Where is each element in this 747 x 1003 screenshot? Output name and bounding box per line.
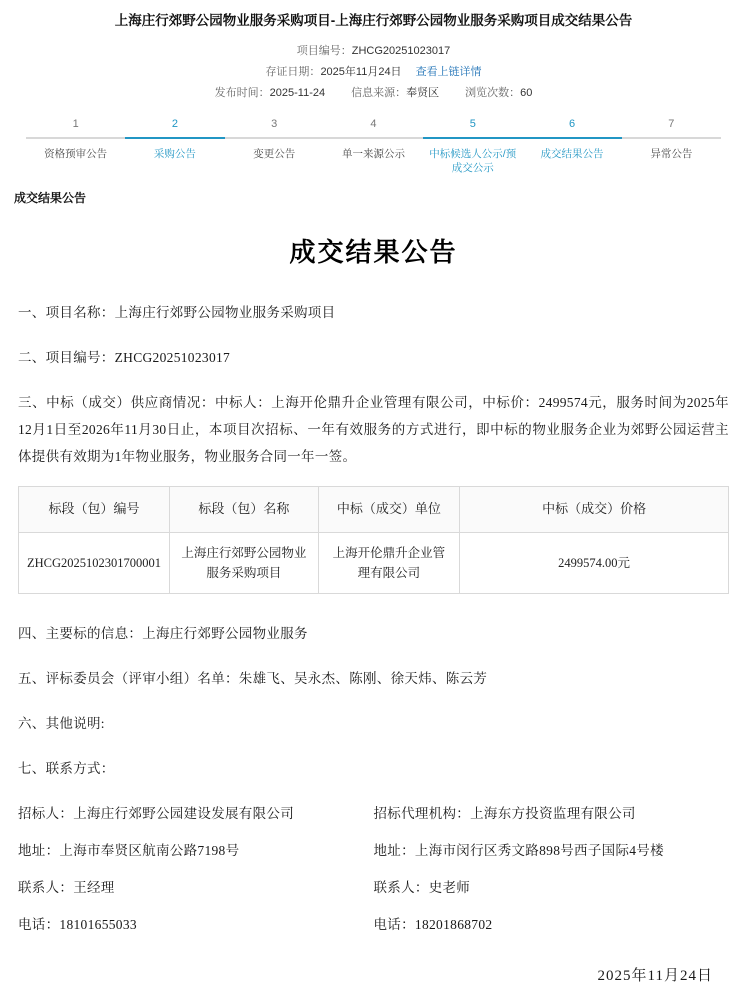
contact-block [18,800,729,948]
paragraph-contact-heading: 七、联系方式： [18,760,115,776]
step-label: 资格预审公告 [44,147,108,160]
table-row [19,532,729,593]
announcement-stepper [26,118,721,175]
agency-address: 地址：上海市闵行区秀文路898号西子国际4号楼 [373,842,664,858]
page-title: 上海庄行郊野公园物业服务采购项目-上海庄行郊野公园物业服务采购项目成交结果公告 [114,13,633,28]
stepper-step-4[interactable] [324,118,423,161]
stepper-step-2[interactable] [125,118,224,161]
step-bar [125,137,224,139]
step-number: 7 [668,117,675,130]
views-value: 60 [520,86,533,99]
tenderer-contact-person: 联系人：王经理 [18,879,115,895]
stepper-step-1[interactable] [26,118,125,161]
tenderer-name: 招标人：上海庄行郊野公园建设发展有限公司 [18,805,294,821]
paragraph-subject-info: 四、主要标的信息：上海庄行郊野公园物业服务 [18,625,308,641]
agency-contact-person: 联系人：史老师 [373,879,471,895]
cell-lot-no: ZHCG2025102301700001 [19,532,170,593]
views-label: 浏览次数： [465,86,521,99]
step-number: 6 [568,117,576,130]
cell-lot-name: 上海庄行郊野公园物业服务采购项目 [170,532,319,593]
result-table [18,486,729,594]
cert-date-label: 存证日期： [265,65,321,78]
project-no-label: 项目编号： [296,44,352,57]
paragraph-committee: 五、评标委员会（评审小组）名单：朱雄飞、吴永杰、陈刚、徐天炜、陈云芳 [18,670,488,686]
document-body [0,299,747,993]
agency-phone: 电话：18201868702 [373,916,493,932]
document-heading: 成交结果公告 [289,237,458,267]
current-stage-tag: 成交结果公告 [14,190,87,205]
source-value: 奉贤区 [406,86,440,99]
chain-detail-link[interactable]: 查看上链详情 [415,65,482,78]
step-number: 3 [271,117,278,130]
step-bar [622,137,721,139]
cert-date-value: 2025年11月24日 [320,65,402,78]
step-number: 2 [171,117,178,130]
table-header-row [19,486,729,532]
publish-date-value: 2025-11-24 [269,86,326,99]
stepper-step-6[interactable] [522,118,621,161]
table-header-lot-name: 标段（包）名称 [170,486,319,532]
project-no-value: ZHCG20251023017 [351,44,451,57]
contact-column-tenderer [18,800,374,948]
cell-price: 2499574.00元 [460,532,729,593]
table-header-winner: 中标（成交）单位 [318,486,460,532]
paragraph-other-notes: 六、其他说明: [18,715,105,731]
table-header-price: 中标（成交）价格 [460,486,729,532]
paragraph-project-name: 一、项目名称：上海庄行郊野公园物业服务采购项目 [18,304,336,320]
publish-date-label: 发布时间： [214,86,270,99]
step-label: 采购公告 [153,147,196,160]
step-bar [522,137,621,139]
stepper-step-5[interactable] [423,118,522,175]
step-label: 变更公告 [253,147,296,160]
paragraph-winner-info: 三、中标（成交）供应商情况：中标人：上海开伦鼎升企业管理有限公司，中标价：2499574元，服务时间为2025年12月1日至2026年11月30日止，本项目次招标、一年有效服务的方式进行，即中标的物业服务企业为郊野公园运营主体提供有效期为1年物业服务，物业服务合同一年一签。 [18,394,729,464]
cell-winner: 上海开伦鼎升企业管理有限公司 [318,532,460,593]
source-label: 信息来源： [351,86,407,99]
step-number: 1 [72,117,79,130]
stepper-step-7[interactable] [622,118,721,161]
document-date: 2025年11月24日 [597,967,713,984]
step-number: 4 [370,117,377,130]
tenderer-phone: 电话：18101655033 [18,916,137,932]
tenderer-address: 地址：上海市奉贤区航南公路7198号 [18,842,240,858]
step-label: 中标候选人公示/预成交公示 [429,147,517,174]
agency-name: 招标代理机构：上海东方投资监理有限公司 [373,805,636,821]
step-label: 单一来源公示 [341,147,405,160]
cert-date-line [0,62,747,83]
step-label: 成交结果公告 [540,147,604,160]
step-number: 5 [469,117,476,130]
step-bar [225,137,324,139]
project-no-line [0,41,747,62]
stepper-step-3[interactable] [225,118,324,161]
table-header-lot-no: 标段（包）编号 [19,486,170,532]
paragraph-project-number: 二、项目编号：ZHCG20251023017 [18,349,231,365]
step-bar [423,137,522,139]
step-bar [324,137,423,139]
step-label: 异常公告 [650,147,693,160]
step-bar [26,137,125,139]
contact-column-agency [374,800,730,948]
publish-info-line [0,83,747,104]
